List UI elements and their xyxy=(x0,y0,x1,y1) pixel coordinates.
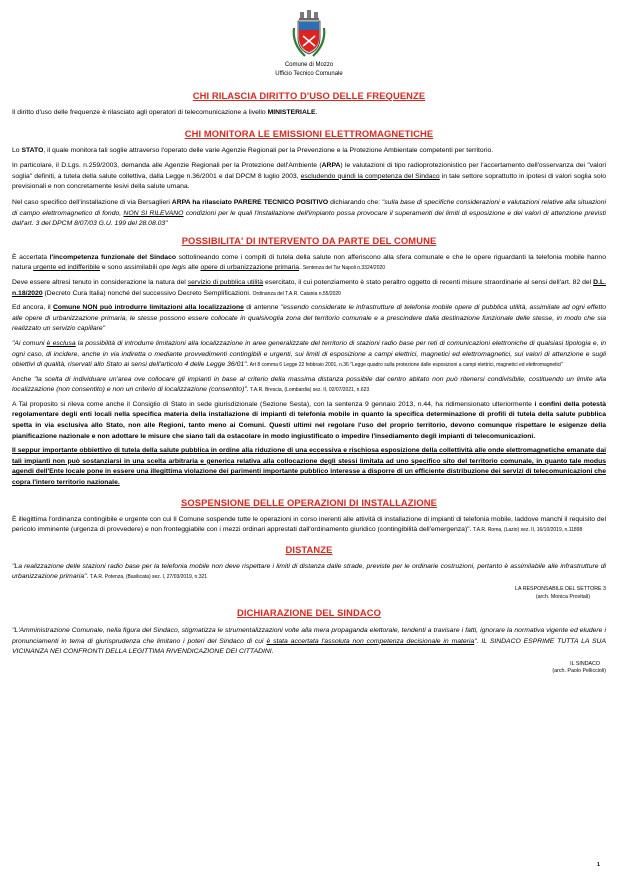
section-title-intervento: POSSIBILITA' DI INTERVENTO DA PARTE DEL COMUNE xyxy=(181,234,437,246)
page-number: 1 xyxy=(597,862,600,868)
org-office: Ufficio Tecnico Comunale xyxy=(275,71,343,77)
paragraph: In particolare, il D.Lgs. n.259/2003, demanda alle Agenzie Regionali per la Protezione dell'Ambiente (ARPA) le valutazioni di tipo radioprotezionistico per l'accertamento dell'osservanza dei "valori soglia" definiti, a tutela della salute collettiva, dalla Legge n.36/2001 e dal DPCM 8 luglio 2003, escludendo quindi la competenza del Sindaco in tale settore soprattutto in ipotesi di valori soglia solo previsionali e non concretamente lesivi della salute umana. xyxy=(12,162,606,191)
paragraph: "L'Amministrazione Comunale, nella figura del Sindaco, stigmatizza le strumentalizzazioni volte alla mera propaganda elettorale, tendenti a travisare i fatti, ignorare la normativa vigente ed eludere i pronunciamenti in tema di giurisprudenza che limitano i poteri del Sindaco di cui è stata accertata l'assoluta non competenza decisionale in materia". IL SINDACO ESPRIME TUTTA LA SUA VICINANZA NEI CONFRONTI DELLA LEGITTIMA RIVENDICAZIONE DEI CITTADINI. xyxy=(12,627,606,656)
paragraph: A Tal proposito si rileva come anche il Consiglio di Stato in sede giurisdizionale (Sezione Sesta), con la sentenza 9 gennaio 2013, n.44, ha ridimensionato ulteriormente i confini della potestà regolamentare degli enti locali nella specifica materia della installazione di impianti di telefonia mobile in quanto la specifica determinazione di profili di tutela della salute pubblica spetta in via esclusiva allo Stato, non alle Regioni, tanto meno ai Comuni. Questi ultimi nel regolare l'uso del proprio territorio, devono comunque rispettare le esigenze della pianificazione nazionale e non adottare le misure che siano tali da ostacolare in modo ingiustificato o impedire l'insediamento degli impianti di telecomunicazioni. xyxy=(12,400,607,440)
paragraph: Deve essere altresì tenuto in considerazione la natura del servizio di pubblica utilità esercitato, il cui potenziamento è stato peraltro oggetto di recenti misure straordinarie al sensi dell'art. 82 del D.L. n.18/2020 (Decreto Cura Italia) nonché del successivo Decreto Semplificazioni. Ordinanza del T.A.R. Catania n.55/2020 xyxy=(12,278,607,297)
municipal-crest-icon xyxy=(289,8,329,60)
paragraph: "La realizzazione delle stazioni radio base per la telefonia mobile non deve rispettare i limiti di distanza dalle strade, previste per le ordinarie costruzioni, pertanto è assimilabile alle infrastrutture di urbanizzazione primaria". T.A.R. Potenza, (Basilicata) sez. I, 27/03/2019, n.321 xyxy=(12,562,606,581)
section-title-diritto-uso: CHI RILASCIA DIRITTO D'USO DELLE FREQUENZE xyxy=(192,90,426,101)
org-name: Comune di Mozzo xyxy=(284,62,334,68)
paragraph-emphasis: Il seppur importante obbiettivo di tutela della salute pubblica in ordine alla riduzione di una eccessiva e rischiosa esposizione della collettività alle onde elettromagnetiche emanate dai tali impianti non può sostanziarsi in una scelta arbitraria e generica relativa alla collocazione degli stessi limitata ad uno specifico sito del territorio comunale, in quanto tale modus agendi dell'Ente locale pone in essere una illegittima violazione dei parimenti importante pubblico interesse a disporre di un efficiente distribuzione dei servizi di telecomunicazioni che copra l'intero territorio nazionale. xyxy=(12,447,606,487)
paragraph: "Ai comuni è esclusa la possibilità di introdurre limitazioni alla localizzazione in aree generalizzate del territorio di stazioni radio base per reti di comunicazioni elettroniche di qualsiasi tipologia e, in ogni caso, di incidere, anche in via indiretta o mediante provvedimenti contingibili e urgenti, sui limiti di esposizione a campi elettrici, magnetici ed elettromagnetici, sui valori di attenzione e sugli obiettivi di qualità, riservati allo Stato ai sensi dell'articolo 4 delle Legge 36/01". Art 8 comma 6 Legge 22 febbraio 2001, n.36 "Legge quadro sulla protezione dalle esposizioni a campi elettrici, magnetici ed elettromagnetici" xyxy=(12,339,607,369)
signature-responsabile: LA RESPONSABILE DEL SETTORE 3 (arch. Monica Provitali) xyxy=(515,586,606,600)
paragraph: Lo STATO, il quale monitora tali soglie attraverso l'operato delle varie Agenzie Regionali per la Prevenzione e la Protezione Ambientale competenti per territorio. xyxy=(12,146,494,154)
section-title-dichiarazione: DICHIARAZIONE DEL SINDACO xyxy=(237,607,381,618)
paragraph: È illegittima l'ordinanza contingibile e urgente con cui Il Comune sospende tutte le operazioni in corso inerenti alle attività di installazione di impianti di telefonia mobile, laddove manchi il requisito del pericolo imminente (urgenza di provvedere) e non fronteggiabile con i mezzi ordinari apprestati dall'ordinamento giuridico (contingibilità dell'emergenza)". T.A.R. Roma, (Lazio) sez. II, 16/10/2019, n.11898 xyxy=(12,515,606,534)
section-title-distanze: DISTANZE xyxy=(285,543,333,555)
paragraph: È accertata l'incompetenza funzionale del Sindaco sottolineando come i compiti di tutela della salute non afferiscono alla sfera comunale e che le opere riguardanti la telefonia mobile hanno natura urgente ed indifferibile e sono assimilabili ope legis alle opere di urbanizzazione primaria. Sentenza del Tar Napoli n.3324/2020 xyxy=(12,253,606,272)
section-title-monitora: CHI MONITORA LE EMISSIONI ELETTROMAGNETICHE xyxy=(184,127,434,139)
paragraph: Nel caso specifico dell'installazione di via Bersaglieri ARPA ha rilasciato PARERE TECNICO POSITIVO dichiarando che: "sulla base di specifiche considerazioni e valutazioni relative alla situazioni di campo elettromagnetico di fondo, NON SI RILEVANO condizioni per le quali l'installazione dell'impianto possa provocare il superamenti dei limiti di esposizione e dei valori di attenzione previsti dall'art. 3 del DPCM 8/07/03 G.U. 199 del 28.08.03" xyxy=(12,198,606,228)
signature-sindaco: IL SINDACO (arch. Paolo Pelliccioli) xyxy=(552,660,606,675)
section-title-sospensione: SOSPENSIONE DELLE OPERAZIONI DI INSTALLAZIONE xyxy=(181,496,437,508)
paragraph: Anche "la scelta di individuare un'area ove collocare gli impianti in base al criterio della massima distanza possibile dal centro abitato non può ritenersi condivisibile, costituendo un limite alla localizzazione (non consentito) e non un criterio di localizzazione (consentito)". T.A.R. Brescia, (Lombardia) sez. II, 02/07/2021, n.623 xyxy=(12,375,606,394)
letterhead xyxy=(0,8,618,78)
paragraph: Il diritto d'uso delle frequenze è rilasciato agli operatori di telecomunicazione a livello MINISTERIALE. xyxy=(12,109,318,116)
main-content xyxy=(12,90,606,676)
paragraph: Ed ancora, il Comune NON può introdurre limitazioni alla localizzazione di antenne "essendo considerate le infrastrutture di telefonia mobile opere di pubblica utilità, assimilate ad ogni effetto alle opere di urbanizzazione primaria, le stesse possono essere collocate in qualsivoglia zona del territorio comunale e a prescindere dalla destinazione funzionale delle stesse, in modo che sia realizzato un servizio capillare" xyxy=(12,304,606,333)
